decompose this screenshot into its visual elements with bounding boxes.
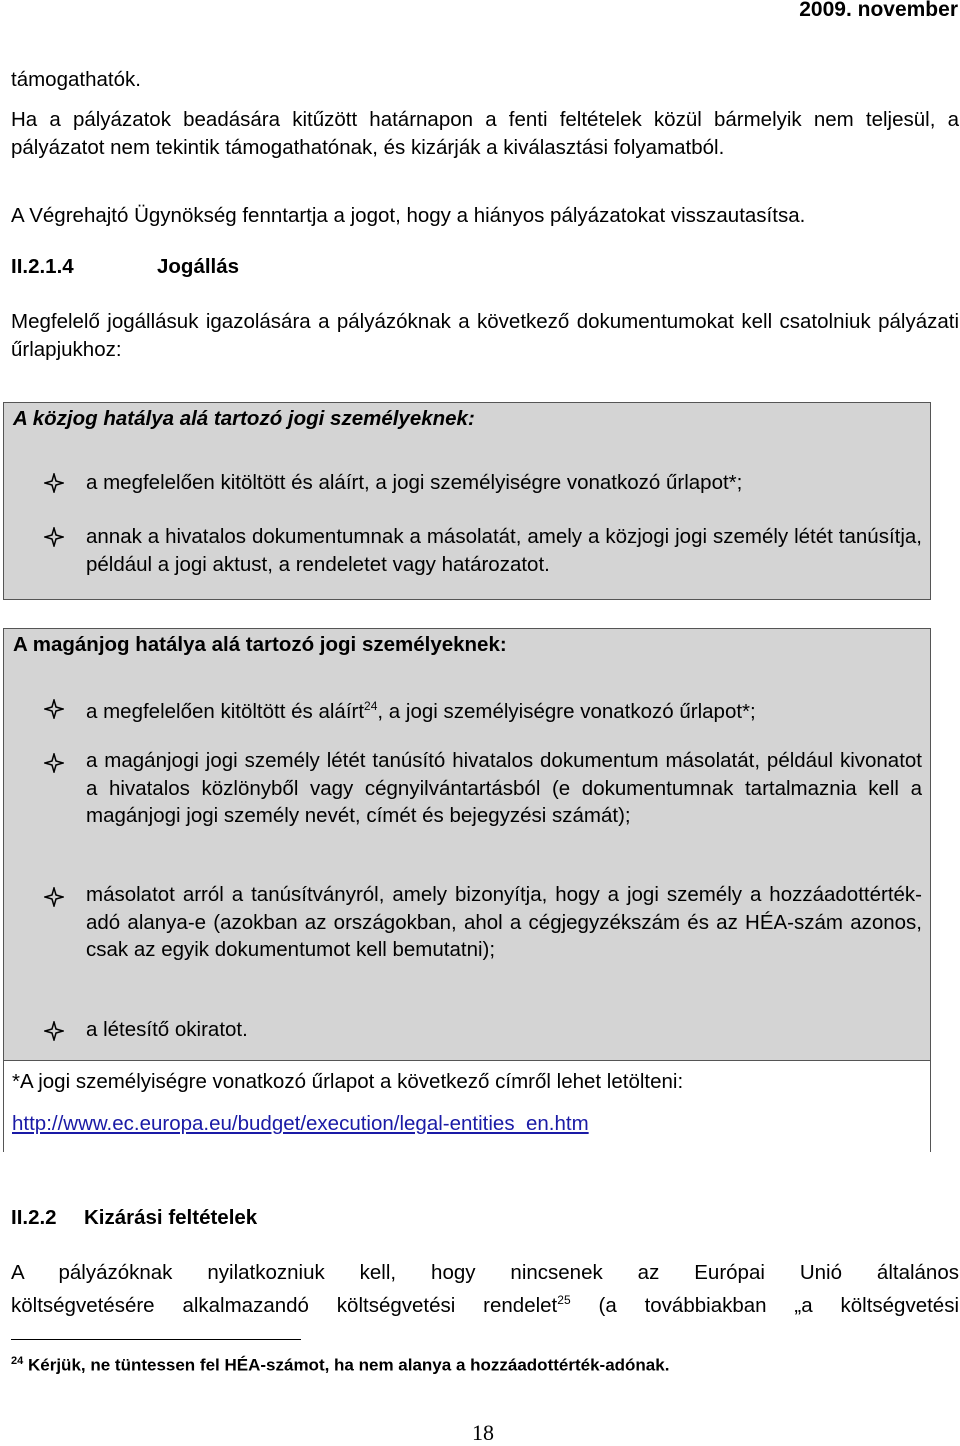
section-title: Kizárási feltételek <box>84 1206 258 1229</box>
box-title: A közjog hatálya alá tartozó jogi személyeknek: <box>13 407 475 430</box>
diamond-star-bullet-icon <box>44 527 64 547</box>
diamond-star-bullet-icon <box>44 887 64 907</box>
list-item: a magánjogi jogi személy létét tanúsító hivatalos dokumentum másolatát, például kivonatot a hivatalos közlönyből vagy cégnyilvántartásból (e dokumentumnak tartalmaznia kell a magánjogi jogi személy nevét, címét és bejegyzési számát); <box>86 749 922 828</box>
exclusion-line-2 <box>11 1287 959 1319</box>
item-text: , a jogi személyiségre vonatkozó űrlapot*; <box>377 699 756 723</box>
intro-paragraph-2: A Végrehajtó Ügynökség fenntartja a jogot, hogy a hiányos pályázatokat visszautasítsa. <box>11 204 806 227</box>
exclusion-line-1: A pályázóknak nyilatkozniuk kell, hogy nincsenek az Európai Unió általános <box>11 1261 959 1284</box>
section-intro: Megfelelő jogállásuk igazolására a pályázóknak a következő dokumentumokat kell csatolniuk pályázati űrlapjukhoz: <box>11 310 959 361</box>
line-text: (a továbbiakban „a költségvetési <box>570 1293 960 1317</box>
footnote <box>11 1355 669 1376</box>
diamond-star-bullet-icon <box>44 699 64 719</box>
diamond-star-bullet-icon <box>44 753 64 773</box>
list-item: a létesítő okiratot. <box>86 1018 248 1041</box>
note-area <box>4 1060 930 1152</box>
footnote-text: Kérjük, ne tüntessen fel HÉA-számot, ha nem alanya a hozzáadottérték-adónak. <box>27 1355 670 1375</box>
item-text: a megfelelően kitöltött és aláírt <box>86 699 365 723</box>
header-date: 2009. november <box>799 0 958 21</box>
section-number: II.2.2 <box>11 1206 57 1229</box>
section-number: II.2.1.4 <box>11 255 74 278</box>
intro-paragraph: Ha a pályázatok beadására kitűzött határnapon a fenti feltételek közül bármelyik nem teljesül, a pályázatot nem tekintik támogathatónak, és kizárják a kiválasztási folyamatból. <box>11 108 959 159</box>
line-text: költségvetésére alkalmazandó költségvetési rendelet <box>11 1293 558 1317</box>
intro-line: támogathatók. <box>11 68 141 91</box>
public-law-box <box>3 402 931 600</box>
diamond-star-bullet-icon <box>44 473 64 493</box>
box-title: A magánjog hatálya alá tartozó jogi személyeknek: <box>13 633 507 656</box>
list-item: a megfelelően kitöltött és aláírt, a jogi személyiségre vonatkozó űrlapot*; <box>86 471 743 494</box>
footnote-ref: 25 <box>557 1293 571 1307</box>
footnote-number: 24 <box>11 1355 24 1367</box>
page-number: 18 <box>472 1420 494 1445</box>
section-title: Jogállás <box>157 255 240 278</box>
form-note: *A jogi személyiségre vonatkozó űrlapot a következő címről lehet letölteni: <box>12 1070 684 1093</box>
list-item: másolatot arról a tanúsítványról, amely bizonyítja, hogy a jogi személy a hozzáadottérték-adó alanya-e (azokban az országokban, ahol a cégjegyzékszám és az HÉA-szám azonos, csak az egyik dokumentumot kell bemutatni); <box>86 883 922 962</box>
footnote-ref: 24 <box>364 699 378 713</box>
list-item: annak a hivatalos dokumentumnak a másolatát, amely a közjogi jogi személy létét tanúsítja, például a jogi aktust, a rendeletet vagy határozatot. <box>86 525 922 576</box>
list-item <box>86 693 922 725</box>
diamond-star-bullet-icon <box>44 1021 64 1041</box>
footnote-separator <box>11 1339 301 1340</box>
legal-entities-link[interactable]: http://www.ec.europa.eu/budget/execution/legal-entities_en.htm <box>12 1112 589 1135</box>
private-law-box <box>3 628 931 1152</box>
